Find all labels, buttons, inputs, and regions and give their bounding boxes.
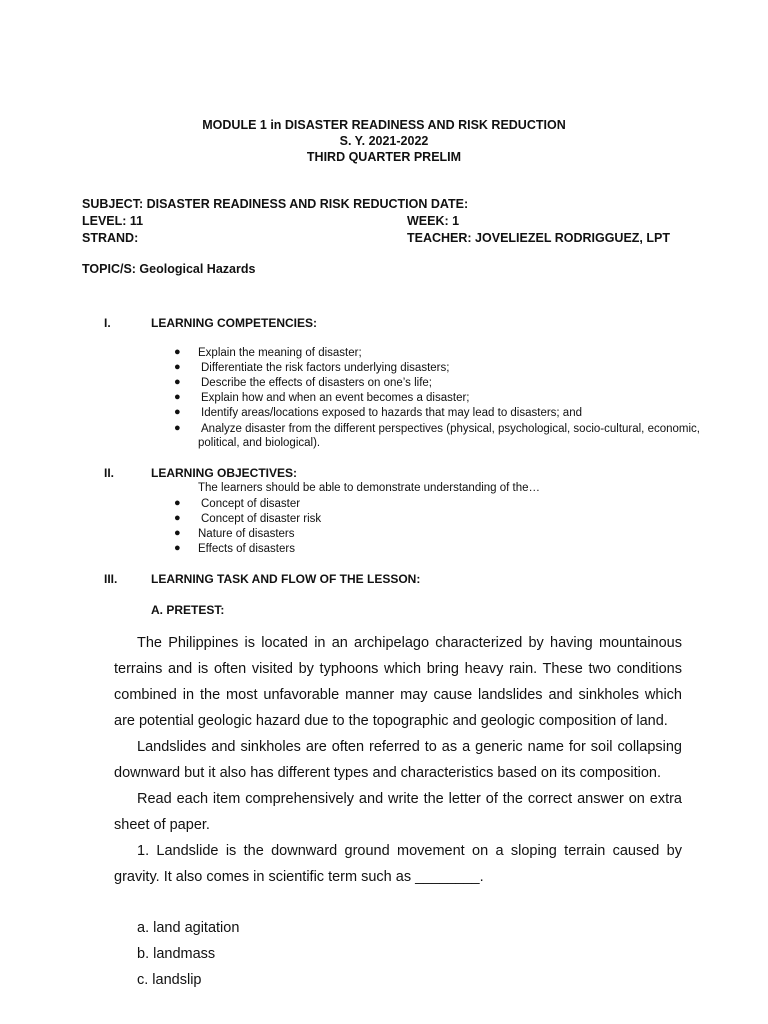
strand-line: STRAND: bbox=[82, 231, 139, 245]
pretest-heading: A. PRETEST: bbox=[151, 603, 225, 617]
topic-line: TOPIC/S: Geological Hazards bbox=[82, 262, 256, 276]
bullet-icon: ● bbox=[174, 542, 181, 554]
bullet-icon: ● bbox=[174, 346, 181, 358]
week-line: WEEK: 1 bbox=[407, 214, 460, 228]
bullet-icon: ● bbox=[174, 376, 181, 388]
bullet-icon: ● bbox=[174, 361, 181, 373]
paragraph-intro: The Philippines is located in an archipelago characterized by having mountainous terrains and is often visited by typhoons which bring heavy rain. These two conditions combined in the most unfavorable manner may cause landslides and sinkholes which are potential geologic hazard due to the topographic and geologic composition of land. bbox=[114, 635, 682, 729]
module-title: MODULE 1 in DISASTER READINESS AND RISK REDUCTION bbox=[202, 118, 566, 132]
school-year: S. Y. 2021-2022 bbox=[339, 134, 429, 148]
bullet-icon: ● bbox=[174, 422, 181, 434]
list-item: Nature of disasters bbox=[198, 528, 295, 540]
level-line: LEVEL: 11 bbox=[82, 214, 144, 228]
bullet-icon: ● bbox=[174, 391, 181, 403]
bullet-icon: ● bbox=[174, 527, 181, 539]
choice-a: a. land agitation bbox=[137, 920, 240, 936]
list-item: Effects of disasters bbox=[198, 543, 295, 555]
objectives-intro: The learners should be able to demonstrate understanding of the… bbox=[198, 482, 541, 494]
list-item: Identify areas/locations exposed to hazards that may lead to disasters; and bbox=[201, 407, 582, 419]
list-item: Analyze disaster from the different perspectives (physical, psychological, socio-cultural, economic, bbox=[201, 423, 700, 435]
bullet-icon: ● bbox=[174, 406, 181, 418]
list-item-continuation: political, and biological). bbox=[198, 437, 321, 449]
list-item: Explain how and when an event becomes a disaster; bbox=[201, 392, 470, 404]
list-item: Describe the effects of disasters on one’s life; bbox=[201, 377, 432, 389]
section-3-title: LEARNING TASK AND FLOW OF THE LESSON: bbox=[151, 572, 421, 586]
subject-line: SUBJECT: DISASTER READINESS AND RISK REDUCTION DATE: bbox=[82, 197, 469, 211]
section-3-number: III. bbox=[104, 572, 118, 586]
paragraph-instructions: Read each item comprehensively and write the letter of the correct answer on extra sheet of paper. bbox=[114, 791, 682, 833]
quarter-title: THIRD QUARTER PRELIM bbox=[306, 150, 462, 164]
section-1-title: LEARNING COMPETENCIES: bbox=[151, 316, 318, 330]
bullet-icon: ● bbox=[174, 497, 181, 509]
section-2-title: LEARNING OBJECTIVES: bbox=[151, 466, 298, 480]
bullet-icon: ● bbox=[174, 512, 181, 524]
section-1-number: I. bbox=[104, 316, 111, 330]
list-item: Concept of disaster risk bbox=[201, 513, 322, 525]
choice-b: b. landmass bbox=[137, 946, 216, 962]
paragraph-landslides: Landslides and sinkholes are often referred to as a generic name for soil collapsing downward but it also has different types and characteristics based on its composition. bbox=[114, 739, 682, 781]
section-2-number: II. bbox=[104, 466, 115, 480]
teacher-line: TEACHER: JOVELIEZEL RODRIGGUEZ, LPT bbox=[407, 231, 670, 245]
choice-c: c. landslip bbox=[137, 972, 202, 988]
list-item: Differentiate the risk factors underlying disasters; bbox=[201, 362, 450, 374]
list-item: Concept of disaster bbox=[201, 498, 301, 510]
list-item: Explain the meaning of disaster; bbox=[198, 347, 362, 359]
question-1: 1. Landslide is the downward ground movement on a sloping terrain caused by gravity. It also comes in scientific term such as ________. bbox=[114, 843, 682, 885]
